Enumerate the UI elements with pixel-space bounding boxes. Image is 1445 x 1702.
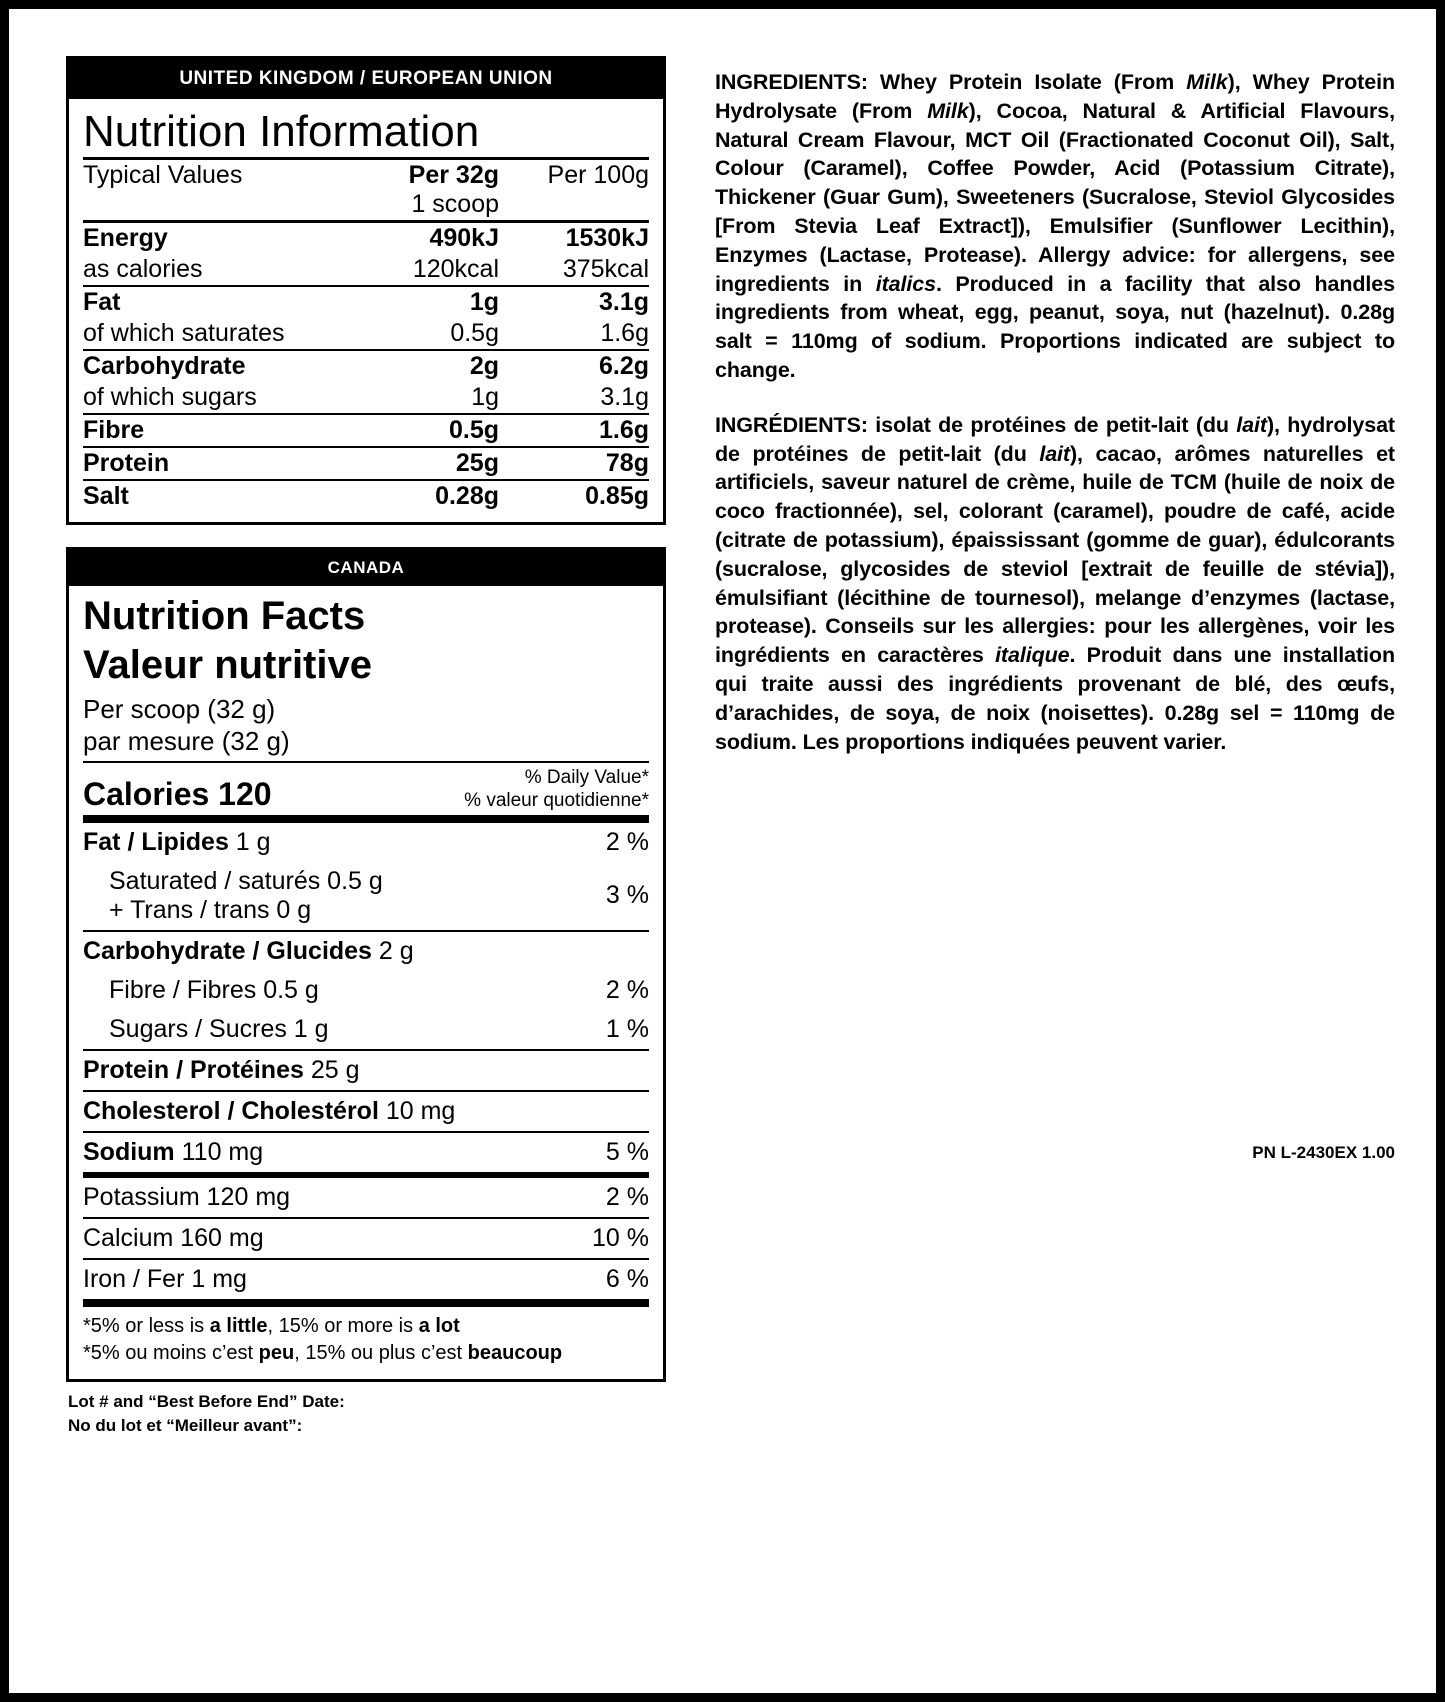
divider-thick-bottom bbox=[83, 1299, 649, 1307]
footnote-fr bbox=[83, 1340, 649, 1367]
footnote-en-part1: *5% or less is bbox=[83, 1314, 210, 1337]
uk-row-100g: 1530kJ bbox=[499, 222, 649, 255]
allergen-lait-1: lait bbox=[1236, 412, 1267, 437]
canada-calories-row bbox=[83, 763, 649, 815]
canada-row-label bbox=[83, 823, 539, 862]
table-row bbox=[83, 1132, 649, 1175]
canada-row-label bbox=[83, 1091, 539, 1132]
row-label-rest: 25 g bbox=[303, 1055, 360, 1084]
row-label-bold: Cholesterol / Cholestérol bbox=[83, 1096, 379, 1125]
row-label-rest: Potassium 120 mg bbox=[83, 1182, 291, 1211]
canada-row-label bbox=[83, 1132, 539, 1175]
italique-word: italique bbox=[995, 643, 1070, 668]
uk-eu-nutrition-panel bbox=[66, 56, 666, 525]
allergen-milk-2: Milk bbox=[927, 98, 969, 123]
canada-row-pct: 5 % bbox=[539, 1132, 649, 1175]
uk-eu-panel-body bbox=[69, 99, 663, 522]
uk-row-100g: 3.1g bbox=[600, 383, 649, 412]
uk-row-100g: 3.1g bbox=[499, 286, 649, 318]
canada-row-label bbox=[83, 1259, 539, 1299]
italics-word: italics bbox=[875, 271, 936, 296]
uk-row-serving: 120kcal bbox=[412, 255, 499, 284]
uk-eu-region-header: UNITED KINGDOM / EUROPEAN UNION bbox=[69, 59, 663, 99]
uk-row-100g: 1.6g bbox=[499, 414, 649, 447]
canada-serving-fr: par mesure (32 g) bbox=[83, 725, 290, 756]
table-row bbox=[83, 318, 649, 350]
footnote-fr-part2: peu bbox=[258, 1341, 295, 1364]
uk-row-100g: 1.6g bbox=[600, 319, 649, 348]
uk-row-name: Carbohydrate bbox=[83, 350, 349, 382]
uk-row-serving: 490kJ bbox=[349, 222, 499, 255]
canada-title-fr: Valeur nutritive bbox=[83, 642, 372, 687]
canada-row-pct: 1 % bbox=[605, 1014, 649, 1043]
uk-eu-col-label: Typical Values bbox=[83, 159, 349, 191]
row-label-rest: Fibre / Fibres 0.5 g bbox=[109, 975, 319, 1004]
canada-title-en: Nutrition Facts bbox=[83, 594, 366, 639]
canada-row-pct: 10 % bbox=[539, 1218, 649, 1259]
row-label-rest: Iron / Fer 1 mg bbox=[83, 1264, 247, 1293]
uk-row-name: of which saturates bbox=[83, 319, 285, 348]
canada-row-pct bbox=[539, 1091, 649, 1132]
dv-en: % Daily Value* bbox=[524, 767, 649, 789]
canada-row-pct: 6 % bbox=[539, 1259, 649, 1299]
uk-eu-col-label-blank bbox=[83, 190, 349, 222]
table-row bbox=[83, 480, 649, 512]
uk-row-100g: 78g bbox=[499, 447, 649, 480]
row-label-bold: Fat / Lipides bbox=[83, 827, 229, 856]
canada-row-pct: 2 % bbox=[539, 1175, 649, 1218]
uk-row-name: Energy bbox=[83, 222, 349, 255]
ingredients-en-heading: INGREDIENTS: bbox=[715, 70, 868, 94]
table-row bbox=[83, 286, 649, 318]
lot-line-fr: No du lot et “Meilleur avant”: bbox=[68, 1415, 303, 1435]
uk-row-100g: 6.2g bbox=[499, 350, 649, 382]
table-row bbox=[83, 447, 649, 480]
row-label-rest: + Trans / trans 0 g bbox=[109, 895, 312, 924]
table-row bbox=[83, 350, 649, 382]
footnote-en bbox=[83, 1313, 649, 1340]
uk-row-serving: 1g bbox=[471, 383, 499, 412]
allergen-lait-2: lait bbox=[1039, 441, 1070, 466]
part-number: PN L-2430EX 1.00 bbox=[1252, 1143, 1395, 1162]
table-row bbox=[83, 823, 649, 862]
lot-date-block bbox=[68, 1390, 666, 1438]
canada-row-pct: 3 % bbox=[605, 881, 649, 910]
table-row bbox=[83, 862, 649, 896]
table-row bbox=[83, 1010, 649, 1050]
canada-row-label bbox=[83, 1010, 539, 1050]
table-row bbox=[83, 382, 649, 414]
canada-daily-value-header bbox=[464, 767, 649, 813]
canada-row-label bbox=[83, 1050, 539, 1091]
canada-row-pct: 2 % bbox=[605, 827, 649, 856]
canada-nutrition-panel bbox=[66, 547, 666, 1382]
row-label-rest: 1 g bbox=[228, 827, 271, 856]
canada-row-label bbox=[83, 971, 539, 1010]
canada-row-pct: 2 % bbox=[605, 975, 649, 1004]
uk-row-serving: 1g bbox=[349, 286, 499, 318]
lot-line-en: Lot # and “Best Before End” Date: bbox=[68, 1391, 345, 1411]
ingredients-english bbox=[715, 68, 1395, 385]
uk-row-name: Fat bbox=[83, 286, 349, 318]
canada-row-label bbox=[83, 1218, 539, 1259]
canada-row-label bbox=[83, 931, 539, 971]
canada-row-label bbox=[83, 896, 539, 931]
allergen-milk-1: Milk bbox=[1186, 70, 1228, 94]
uk-eu-title: Nutrition Information bbox=[83, 107, 480, 156]
dv-fr: % valeur quotidienne* bbox=[464, 790, 649, 812]
footnote-fr-part4: beaucoup bbox=[467, 1341, 563, 1364]
canada-region-header: CANADA bbox=[69, 550, 663, 586]
uk-row-serving: 2g bbox=[349, 350, 499, 382]
table-row bbox=[83, 931, 649, 971]
footnote-fr-part1: *5% ou moins c’est bbox=[83, 1341, 259, 1364]
uk-row-serving: 0.5g bbox=[450, 319, 499, 348]
table-row bbox=[83, 222, 649, 255]
table-row bbox=[83, 254, 649, 286]
footnote-en-part2: a little bbox=[209, 1314, 268, 1337]
table-row bbox=[83, 1218, 649, 1259]
row-label-rest: 110 mg bbox=[174, 1137, 264, 1166]
ingredients-fr-text: isolat de protéines de petit-lait (du lait), hydrolysat de protéines de petit-lait (du lait), cacao, arômes naturelles et artificiels, saveur naturel de crème, huile de TCM (huile de noix de coco fractionnée), sel, colorant (caramel), poudre de café, acide (citrate de potassium), épaississant (gomme de guar), édulcorants (sucralose, glycosides de steviol [extrait de feuille de stévia]), émulsifiant (lécithine de tournesol), melange d’enzymes (lactase, protease). Conseils sur les allergies: pour les allergènes, voir les ingrédients en caractères italique. Produit dans une installation qui traite aussi des ingrédients provenant de blé, des œufs, d’arachides, de soya, de noix (noisettes). 0.28g sel = 110mg de sodium. Les proportions indiquées peuvent varier. bbox=[715, 412, 1395, 754]
uk-row-name: as calories bbox=[83, 255, 203, 284]
uk-eu-nutrition-table bbox=[83, 157, 649, 512]
row-label-rest: Sugars / Sucres 1 g bbox=[109, 1014, 329, 1043]
ingredients-en-text: Whey Protein Isolate (From Milk), Whey Protein Hydrolysate (From Milk), Cocoa, Natural & Artificial Flavours, Natural Cream Flavour, MCT Oil (Fractionated Coconut Oil), Salt, Colour (Caramel), Coffee Powder, Acid (Potassium Citrate), Thickener (Guar Gum), Sweeteners (Sucralose, Steviol Glycosides [From Stevia Leaf Extract]), Emulsifier (Sunflower Lecithin), Enzymes (Lactase, Protease). Allergy advice: for allergens, see ingredients in italics. Produced in a facility that also handles ingredients from wheat, egg, peanut, soya, nut (hazelnut). 0.28g salt = 110mg of sodium. Proportions indicated are subject to change. bbox=[715, 70, 1395, 382]
row-label-bold: Carbohydrate / Glucides bbox=[83, 936, 372, 965]
uk-row-100g: 0.85g bbox=[499, 480, 649, 512]
uk-row-name: Protein bbox=[83, 447, 349, 480]
ingredients-column bbox=[715, 68, 1395, 1162]
uk-eu-col-scoop: 1 scoop bbox=[411, 190, 499, 219]
table-row bbox=[83, 1091, 649, 1132]
uk-eu-col-blank bbox=[499, 190, 649, 222]
ingredients-fr-heading: INGRÉDIENTS: bbox=[715, 412, 868, 437]
uk-row-name: of which sugars bbox=[83, 383, 257, 412]
uk-row-100g: 375kcal bbox=[562, 255, 649, 284]
canada-nutrition-table bbox=[83, 823, 649, 1299]
table-row bbox=[83, 1050, 649, 1091]
canada-row-label bbox=[83, 1175, 539, 1218]
row-label-bold: Protein / Protéines bbox=[83, 1055, 304, 1084]
uk-eu-col-per-serving: Per 32g bbox=[349, 159, 499, 191]
row-label-rest: 2 g bbox=[371, 936, 414, 965]
uk-row-name: Salt bbox=[83, 480, 349, 512]
row-label-rest: Calcium 160 mg bbox=[83, 1223, 264, 1252]
table-row bbox=[83, 414, 649, 447]
ingredients-french bbox=[715, 411, 1395, 757]
table-row bbox=[83, 971, 649, 1010]
row-label-bold: Sodium bbox=[83, 1137, 175, 1166]
canada-serving-en: Per scoop (32 g) bbox=[83, 693, 276, 724]
table-row bbox=[83, 1175, 649, 1218]
table-row bbox=[83, 1259, 649, 1299]
canada-row-pct bbox=[539, 1050, 649, 1091]
label-inner bbox=[18, 18, 1445, 1702]
uk-eu-col-per-100g: Per 100g bbox=[499, 159, 649, 191]
canada-panel-body bbox=[69, 586, 663, 1379]
row-label-rest: 10 mg bbox=[378, 1096, 456, 1125]
uk-row-name: Fibre bbox=[83, 414, 349, 447]
footnote-en-part4: a lot bbox=[418, 1314, 460, 1337]
canada-footnotes bbox=[83, 1307, 649, 1369]
divider-thick bbox=[83, 815, 649, 823]
uk-eu-table-header-row-2 bbox=[83, 190, 649, 222]
canada-row-pct bbox=[539, 931, 649, 971]
footnote-en-part3: , 15% or more is bbox=[267, 1314, 419, 1337]
nutrition-panels-column bbox=[66, 56, 666, 1437]
uk-row-serving: 25g bbox=[349, 447, 499, 480]
row-label-rest: Saturated / saturés 0.5 g bbox=[109, 866, 383, 895]
canada-calories-label: Calories 120 bbox=[83, 775, 272, 812]
canada-row-label bbox=[83, 862, 539, 896]
uk-row-serving: 0.28g bbox=[349, 480, 499, 512]
uk-row-serving: 0.5g bbox=[349, 414, 499, 447]
uk-eu-table-header-row bbox=[83, 159, 649, 191]
footnote-fr-part3: , 15% ou plus c’est bbox=[294, 1341, 468, 1364]
